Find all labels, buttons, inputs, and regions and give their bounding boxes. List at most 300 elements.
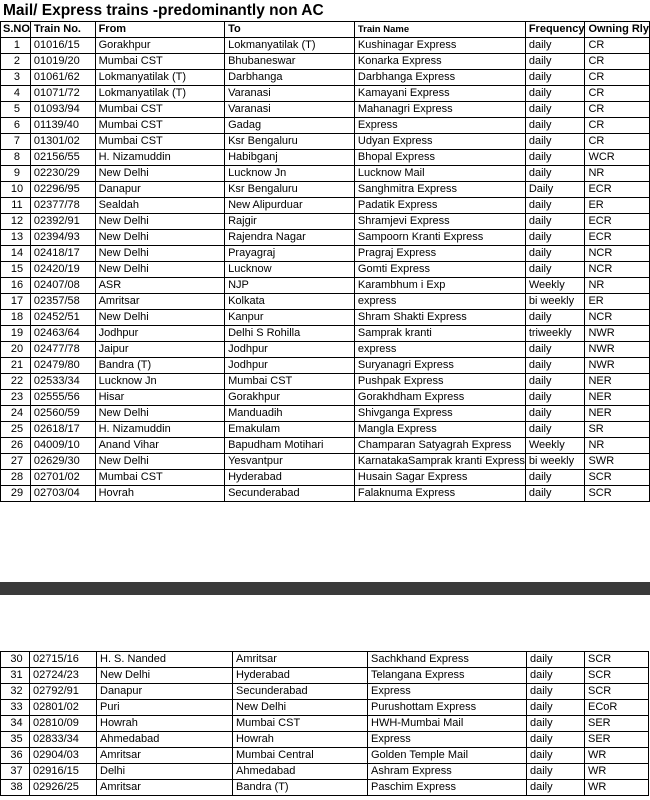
cell-from: Anand Vihar — [95, 438, 225, 454]
cell-train-name: Purushottam Express — [368, 700, 527, 716]
cell-train-no: 01016/15 — [30, 38, 95, 54]
cell-sno: 1 — [1, 38, 31, 54]
cell-owning-rly: ECR — [585, 214, 650, 230]
page-separator — [0, 582, 650, 595]
cell-to: New Delhi — [233, 700, 368, 716]
cell-frequency: daily — [525, 422, 585, 438]
cell-owning-rly: CR — [585, 38, 650, 54]
table-row — [1, 748, 649, 764]
cell-to: Amritsar — [233, 652, 368, 668]
table-row — [1, 716, 649, 732]
cell-sno: 6 — [1, 118, 31, 134]
table-row — [1, 700, 649, 716]
table-row — [1, 70, 650, 86]
header-train-no: Train No. — [30, 22, 95, 38]
cell-train-name: Shivganga Express — [354, 406, 525, 422]
cell-frequency: daily — [525, 54, 585, 70]
cell-train-name: Pushpak Express — [354, 374, 525, 390]
cell-train-no: 02533/34 — [30, 374, 95, 390]
cell-train-no: 02629/30 — [30, 454, 95, 470]
cell-to: New Alipurduar — [225, 198, 355, 214]
cell-train-name: Champaran Satyagrah Express — [354, 438, 525, 454]
table-row — [1, 310, 650, 326]
table-row — [1, 358, 650, 374]
cell-sno: 24 — [1, 406, 31, 422]
cell-frequency: daily — [525, 38, 585, 54]
cell-sno: 28 — [1, 470, 31, 486]
table-row — [1, 454, 650, 470]
cell-from: New Delhi — [95, 310, 225, 326]
cell-from: Danapur — [97, 684, 233, 700]
cell-to: Jodhpur — [225, 358, 355, 374]
cell-from: Lucknow Jn — [95, 374, 225, 390]
cell-from: Sealdah — [95, 198, 225, 214]
cell-to: Mumbai CST — [233, 716, 368, 732]
table-row — [1, 198, 650, 214]
cell-owning-rly: NR — [585, 166, 650, 182]
cell-owning-rly: ER — [585, 294, 650, 310]
cell-to: Hyderabad — [225, 470, 355, 486]
cell-to: Bandra (T) — [233, 780, 368, 796]
cell-owning-rly: WR — [585, 764, 649, 780]
cell-owning-rly: NCR — [585, 246, 650, 262]
cell-sno: 17 — [1, 294, 31, 310]
cell-sno: 7 — [1, 134, 31, 150]
trains-table-page-1 — [0, 21, 650, 502]
cell-frequency: daily — [527, 668, 585, 684]
cell-owning-rly: ECR — [585, 230, 650, 246]
cell-from: New Delhi — [95, 246, 225, 262]
cell-frequency: triweekly — [525, 326, 585, 342]
table-row — [1, 54, 650, 70]
cell-train-no: 02407/08 — [30, 278, 95, 294]
cell-owning-rly: NCR — [585, 310, 650, 326]
cell-train-no: 02724/23 — [30, 668, 97, 684]
cell-owning-rly: NR — [585, 278, 650, 294]
cell-owning-rly: CR — [585, 118, 650, 134]
cell-train-no: 02701/02 — [30, 470, 95, 486]
cell-from: Jodhpur — [95, 326, 225, 342]
cell-from: Mumbai CST — [95, 134, 225, 150]
cell-to: Secunderabad — [233, 684, 368, 700]
table-row — [1, 390, 650, 406]
cell-frequency: daily — [525, 310, 585, 326]
cell-train-name: Mangla Express — [354, 422, 525, 438]
cell-to: Varanasi — [225, 86, 355, 102]
cell-owning-rly: NWR — [585, 326, 650, 342]
cell-train-no: 02420/19 — [30, 262, 95, 278]
cell-owning-rly: SCR — [585, 668, 649, 684]
cell-frequency: bi weekly — [525, 454, 585, 470]
table-row — [1, 246, 650, 262]
table-row — [1, 134, 650, 150]
cell-train-no: 04009/10 — [30, 438, 95, 454]
cell-frequency: daily — [525, 374, 585, 390]
cell-train-no: 02463/64 — [30, 326, 95, 342]
cell-train-name: Shram Shakti Express — [354, 310, 525, 326]
cell-train-no: 02703/04 — [30, 486, 95, 502]
cell-train-no: 02926/25 — [30, 780, 97, 796]
cell-frequency: daily — [525, 486, 585, 502]
cell-from: H. Nizamuddin — [95, 422, 225, 438]
cell-frequency: daily — [527, 716, 585, 732]
cell-owning-rly: SCR — [585, 470, 650, 486]
cell-train-no: 02479/80 — [30, 358, 95, 374]
cell-frequency: daily — [525, 102, 585, 118]
cell-train-no: 02792/91 — [30, 684, 97, 700]
cell-from: New Delhi — [95, 406, 225, 422]
cell-train-name: Gomti Express — [354, 262, 525, 278]
cell-sno: 37 — [1, 764, 30, 780]
cell-owning-rly: CR — [585, 54, 650, 70]
cell-sno: 16 — [1, 278, 31, 294]
cell-from: ASR — [95, 278, 225, 294]
cell-owning-rly: ER — [585, 198, 650, 214]
cell-to: Lokmanyatilak (T) — [225, 38, 355, 54]
table-row — [1, 214, 650, 230]
cell-train-name: Express — [368, 732, 527, 748]
cell-train-no: 02296/95 — [30, 182, 95, 198]
cell-train-no: 01071/72 — [30, 86, 95, 102]
cell-to: Lucknow — [225, 262, 355, 278]
cell-from: Amritsar — [95, 294, 225, 310]
cell-to: Ksr Bengaluru — [225, 182, 355, 198]
cell-owning-rly: WR — [585, 780, 649, 796]
cell-owning-rly: NWR — [585, 358, 650, 374]
cell-train-no: 01019/20 — [30, 54, 95, 70]
table-row — [1, 438, 650, 454]
cell-sno: 11 — [1, 198, 31, 214]
table-row — [1, 780, 649, 796]
cell-to: Yesvantpur — [225, 454, 355, 470]
table-row — [1, 374, 650, 390]
cell-owning-rly: SER — [585, 732, 649, 748]
cell-to: Prayagraj — [225, 246, 355, 262]
cell-frequency: daily — [525, 358, 585, 374]
cell-train-no: 02904/03 — [30, 748, 97, 764]
cell-to: Mumbai CST — [225, 374, 355, 390]
cell-sno: 18 — [1, 310, 31, 326]
cell-train-no: 02916/15 — [30, 764, 97, 780]
cell-train-name: Ashram Express — [368, 764, 527, 780]
cell-train-no: 02394/93 — [30, 230, 95, 246]
cell-owning-rly: NCR — [585, 262, 650, 278]
cell-to: Darbhanga — [225, 70, 355, 86]
cell-frequency: daily — [525, 118, 585, 134]
cell-to: Varanasi — [225, 102, 355, 118]
cell-from: Bandra (T) — [95, 358, 225, 374]
cell-sno: 15 — [1, 262, 31, 278]
table-row — [1, 86, 650, 102]
cell-sno: 38 — [1, 780, 30, 796]
table-row — [1, 764, 649, 780]
cell-sno: 33 — [1, 700, 30, 716]
cell-train-name: Mahanagri Express — [354, 102, 525, 118]
cell-frequency: Weekly — [525, 278, 585, 294]
document-title: Mail/ Express trains -predominantly non AC — [3, 2, 324, 19]
cell-from: Hovrah — [95, 486, 225, 502]
cell-owning-rly: NER — [585, 374, 650, 390]
cell-train-no: 02452/51 — [30, 310, 95, 326]
cell-train-name: Golden Temple Mail — [368, 748, 527, 764]
table-row — [1, 294, 650, 310]
cell-to: Gadag — [225, 118, 355, 134]
cell-sno: 13 — [1, 230, 31, 246]
cell-frequency: daily — [525, 86, 585, 102]
cell-frequency: Weekly — [525, 438, 585, 454]
cell-sno: 4 — [1, 86, 31, 102]
cell-train-no: 01301/02 — [30, 134, 95, 150]
cell-from: New Delhi — [95, 262, 225, 278]
cell-to: Bhubaneswar — [225, 54, 355, 70]
cell-sno: 8 — [1, 150, 31, 166]
cell-frequency: daily — [525, 262, 585, 278]
cell-frequency: daily — [527, 684, 585, 700]
cell-train-no: 02801/02 — [30, 700, 97, 716]
cell-train-name: express — [354, 294, 525, 310]
cell-train-name: Suryanagri Express — [354, 358, 525, 374]
cell-train-name: Darbhanga Express — [354, 70, 525, 86]
cell-train-name: express — [354, 342, 525, 358]
cell-frequency: daily — [525, 230, 585, 246]
cell-to: Secunderabad — [225, 486, 355, 502]
cell-train-name: Express — [368, 684, 527, 700]
cell-train-no: 02555/56 — [30, 390, 95, 406]
cell-frequency: daily — [527, 652, 585, 668]
cell-train-name: HWH-Mumbai Mail — [368, 716, 527, 732]
cell-from: H. S. Nanded — [97, 652, 233, 668]
cell-frequency: daily — [525, 390, 585, 406]
cell-train-name: Express — [354, 118, 525, 134]
cell-train-name: Shramjevi Express — [354, 214, 525, 230]
cell-to: Rajgir — [225, 214, 355, 230]
cell-frequency: Daily — [525, 182, 585, 198]
cell-frequency: daily — [525, 166, 585, 182]
cell-from: New Delhi — [95, 230, 225, 246]
cell-train-name: KarnatakaSamprak kranti Express — [354, 454, 525, 470]
cell-from: Puri — [97, 700, 233, 716]
cell-to: Gorakhpur — [225, 390, 355, 406]
cell-train-name: Sampoorn Kranti Express — [354, 230, 525, 246]
cell-owning-rly: SWR — [585, 454, 650, 470]
cell-from: Howrah — [97, 716, 233, 732]
cell-from: H. Nizamuddin — [95, 150, 225, 166]
cell-frequency: daily — [525, 246, 585, 262]
cell-frequency: daily — [527, 700, 585, 716]
cell-sno: 29 — [1, 486, 31, 502]
cell-to: Kolkata — [225, 294, 355, 310]
cell-owning-rly: ECR — [585, 182, 650, 198]
cell-train-no: 02156/55 — [30, 150, 95, 166]
cell-sno: 10 — [1, 182, 31, 198]
cell-to: Manduadih — [225, 406, 355, 422]
table-row — [1, 470, 650, 486]
cell-sno: 32 — [1, 684, 30, 700]
cell-owning-rly: ECoR — [585, 700, 649, 716]
cell-from: New Delhi — [97, 668, 233, 684]
cell-train-no: 02715/16 — [30, 652, 97, 668]
cell-from: Mumbai CST — [95, 54, 225, 70]
cell-sno: 19 — [1, 326, 31, 342]
cell-owning-rly: CR — [585, 70, 650, 86]
cell-owning-rly: WCR — [585, 150, 650, 166]
table-row — [1, 182, 650, 198]
cell-frequency: daily — [525, 198, 585, 214]
header-owning-rly: Owning Rly — [585, 22, 650, 38]
cell-train-no: 01139/40 — [30, 118, 95, 134]
cell-sno: 9 — [1, 166, 31, 182]
cell-train-no: 02357/58 — [30, 294, 95, 310]
cell-owning-rly: CR — [585, 134, 650, 150]
cell-sno: 34 — [1, 716, 30, 732]
table-row — [1, 230, 650, 246]
cell-sno: 2 — [1, 54, 31, 70]
cell-train-no: 02418/17 — [30, 246, 95, 262]
table-row — [1, 118, 650, 134]
header-frequency: Frequency — [525, 22, 585, 38]
cell-sno: 14 — [1, 246, 31, 262]
cell-owning-rly: SR — [585, 422, 650, 438]
cell-from: Ahmedabad — [97, 732, 233, 748]
cell-sno: 26 — [1, 438, 31, 454]
cell-to: Lucknow Jn — [225, 166, 355, 182]
header-to: To — [225, 22, 355, 38]
table-row — [1, 166, 650, 182]
table-row — [1, 326, 650, 342]
cell-from: Mumbai CST — [95, 470, 225, 486]
cell-frequency: bi weekly — [525, 294, 585, 310]
cell-from: Mumbai CST — [95, 102, 225, 118]
cell-sno: 5 — [1, 102, 31, 118]
cell-train-name: Sachkhand Express — [368, 652, 527, 668]
cell-train-no: 02377/78 — [30, 198, 95, 214]
cell-to: Rajendra Nagar — [225, 230, 355, 246]
cell-owning-rly: SCR — [585, 652, 649, 668]
cell-from: Mumbai CST — [95, 118, 225, 134]
cell-owning-rly: SCR — [585, 684, 649, 700]
cell-from: New Delhi — [95, 166, 225, 182]
cell-train-name: Lucknow Mail — [354, 166, 525, 182]
table-row — [1, 278, 650, 294]
cell-train-no: 02392/91 — [30, 214, 95, 230]
cell-train-name: Samprak kranti — [354, 326, 525, 342]
header-train-name: Train Name — [354, 22, 525, 38]
header-sno: S.NO — [1, 22, 31, 38]
cell-frequency: daily — [527, 764, 585, 780]
cell-train-name: Paschim Express — [368, 780, 527, 796]
cell-train-name: Sanghmitra Express — [354, 182, 525, 198]
table-row — [1, 38, 650, 54]
cell-sno: 21 — [1, 358, 31, 374]
cell-to: Delhi S Rohilla — [225, 326, 355, 342]
cell-from: Hisar — [95, 390, 225, 406]
cell-owning-rly: WR — [585, 748, 649, 764]
cell-owning-rly: NR — [585, 438, 650, 454]
table-row — [1, 262, 650, 278]
cell-frequency: daily — [525, 406, 585, 422]
cell-to: Ahmedabad — [233, 764, 368, 780]
cell-to: Jodhpur — [225, 342, 355, 358]
cell-to: Howrah — [233, 732, 368, 748]
cell-owning-rly: SER — [585, 716, 649, 732]
cell-to: Emakulam — [225, 422, 355, 438]
cell-frequency: daily — [527, 780, 585, 796]
cell-sno: 3 — [1, 70, 31, 86]
cell-train-no: 01061/62 — [30, 70, 95, 86]
cell-to: Kanpur — [225, 310, 355, 326]
trains-table-page-2 — [0, 651, 649, 796]
cell-to: Habibganj — [225, 150, 355, 166]
cell-sno: 25 — [1, 422, 31, 438]
table-row — [1, 422, 650, 438]
cell-train-no: 02477/78 — [30, 342, 95, 358]
cell-to: Bapudham Motihari — [225, 438, 355, 454]
cell-train-name: Karambhum i Exp — [354, 278, 525, 294]
cell-train-no: 02618/17 — [30, 422, 95, 438]
table-header-row — [1, 22, 650, 38]
cell-frequency: daily — [525, 70, 585, 86]
cell-train-no: 01093/94 — [30, 102, 95, 118]
cell-sno: 12 — [1, 214, 31, 230]
cell-owning-rly: NER — [585, 390, 650, 406]
cell-train-no: 02810/09 — [30, 716, 97, 732]
cell-train-name: Husain Sagar Express — [354, 470, 525, 486]
cell-from: Delhi — [97, 764, 233, 780]
table-row — [1, 684, 649, 700]
cell-from: Amritsar — [97, 780, 233, 796]
cell-from: Lokmanyatilak (T) — [95, 86, 225, 102]
table-row — [1, 486, 650, 502]
cell-sno: 27 — [1, 454, 31, 470]
cell-sno: 31 — [1, 668, 30, 684]
table-row — [1, 652, 649, 668]
cell-to: NJP — [225, 278, 355, 294]
cell-train-name: Kushinagar Express — [354, 38, 525, 54]
cell-frequency: daily — [525, 470, 585, 486]
cell-from: New Delhi — [95, 214, 225, 230]
cell-owning-rly: NWR — [585, 342, 650, 358]
cell-train-name: Falaknuma Express — [354, 486, 525, 502]
cell-owning-rly: CR — [585, 86, 650, 102]
cell-from: Jaipur — [95, 342, 225, 358]
table-row — [1, 342, 650, 358]
cell-frequency: daily — [527, 748, 585, 764]
cell-train-name: Udyan Express — [354, 134, 525, 150]
cell-owning-rly: CR — [585, 102, 650, 118]
cell-sno: 35 — [1, 732, 30, 748]
table-row — [1, 406, 650, 422]
cell-sno: 23 — [1, 390, 31, 406]
cell-from: Lokmanyatilak (T) — [95, 70, 225, 86]
cell-train-name: Kamayani Express — [354, 86, 525, 102]
cell-train-name: Telangana Express — [368, 668, 527, 684]
cell-frequency: daily — [525, 214, 585, 230]
cell-train-no: 02230/29 — [30, 166, 95, 182]
cell-owning-rly: SCR — [585, 486, 650, 502]
cell-sno: 20 — [1, 342, 31, 358]
cell-train-name: Bhopal Express — [354, 150, 525, 166]
cell-sno: 36 — [1, 748, 30, 764]
cell-from: Gorakhpur — [95, 38, 225, 54]
table-row — [1, 668, 649, 684]
cell-train-name: Gorakhdham Express — [354, 390, 525, 406]
cell-train-name: Konarka Express — [354, 54, 525, 70]
cell-frequency: daily — [525, 134, 585, 150]
cell-frequency: daily — [525, 342, 585, 358]
table-row — [1, 732, 649, 748]
cell-to: Ksr Bengaluru — [225, 134, 355, 150]
cell-from: Amritsar — [97, 748, 233, 764]
